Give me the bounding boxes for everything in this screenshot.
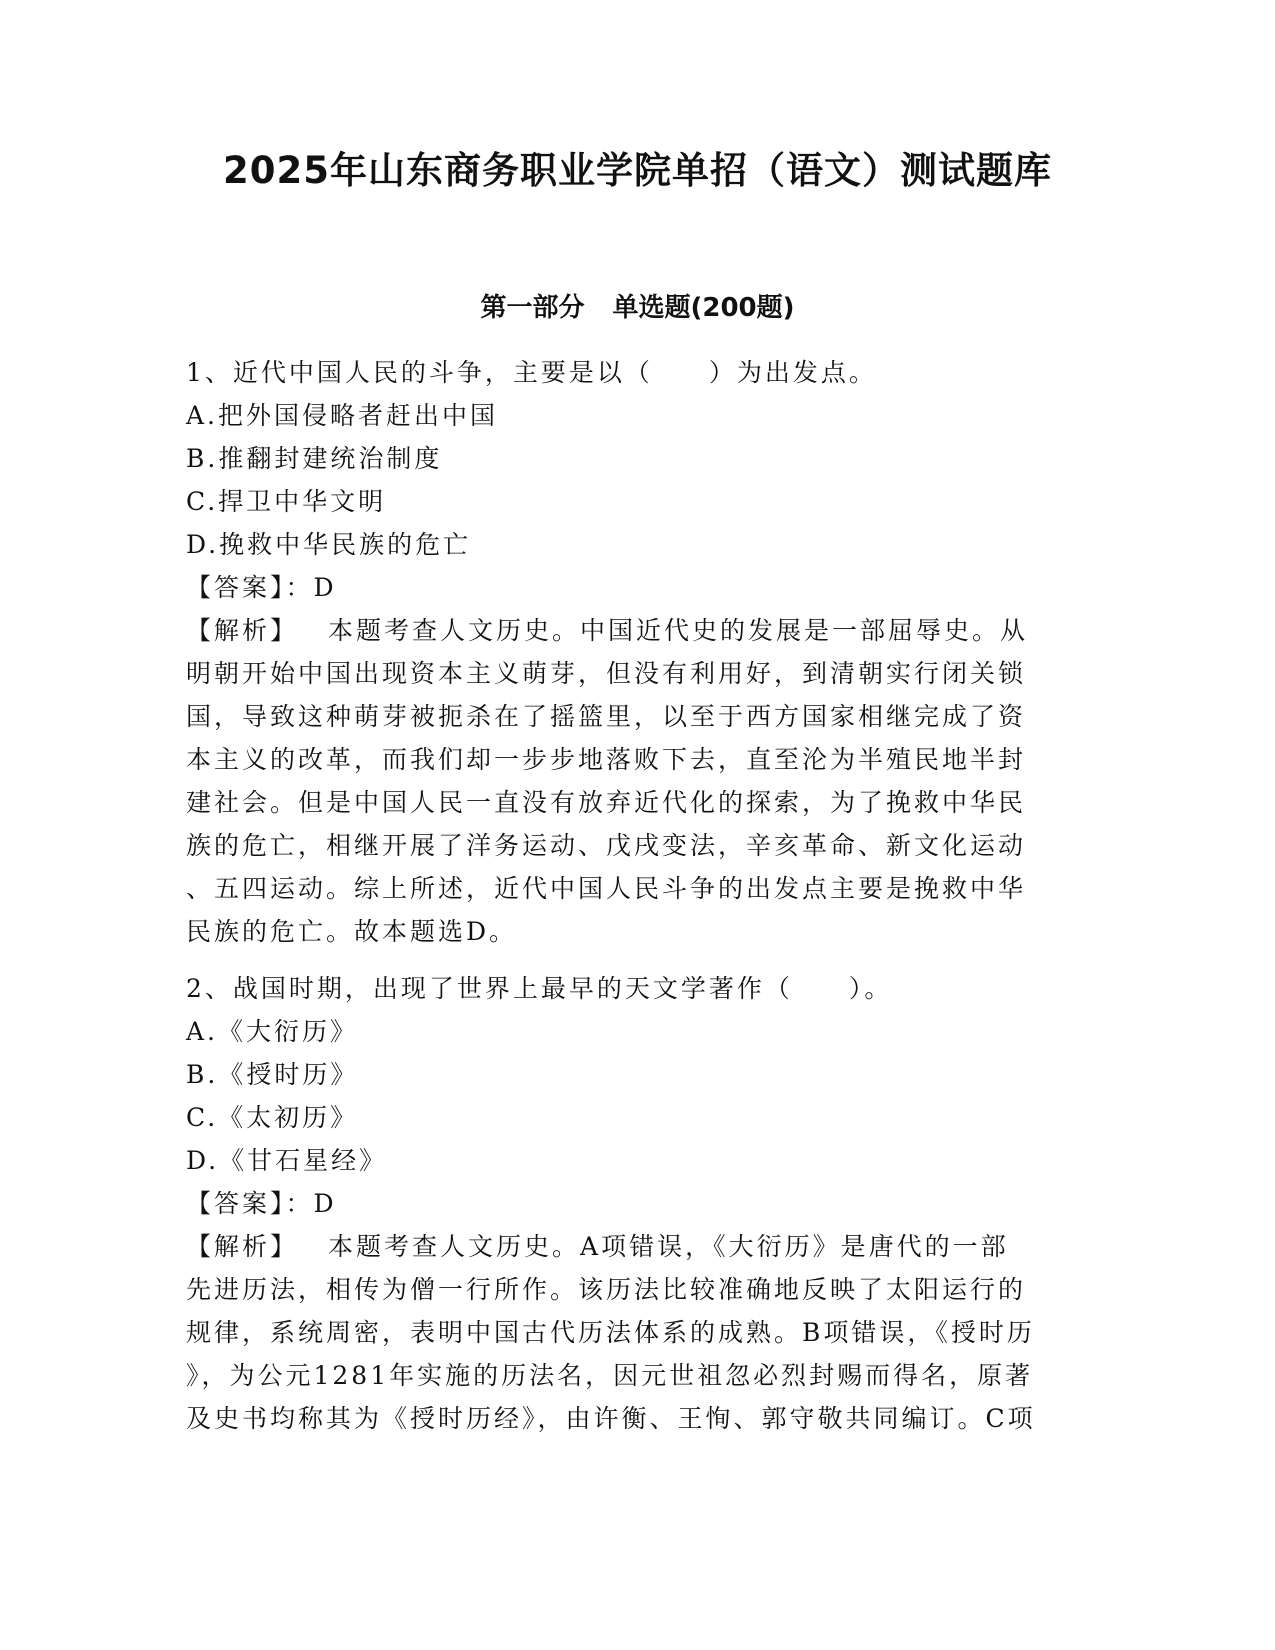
analysis-line: 本主义的改革，而我们却一步步地落败下去，直至沦为半殖民地半封 <box>186 745 1027 774</box>
analysis-line: 国，导致这种萌芽被扼杀在了摇篮里，以至于西方国家相继完成了资 <box>186 702 1027 731</box>
option-d: D.挽救中华民族的危亡 <box>186 530 472 559</box>
option-d: D.《甘石星经》 <box>186 1146 388 1175</box>
analysis-line: 建社会。但是中国人民一直没有放弃近代化的探索，为了挽救中华民 <box>186 788 1027 817</box>
analysis-line: 规律，系统周密，表明中国古代历法体系的成熟。B项错误，《授时历 <box>186 1318 1035 1347</box>
analysis-line: 族的危亡，相继开展了洋务运动、戊戌变法，辛亥革命、新文化运动 <box>186 831 1027 860</box>
analysis-text: 本题考查人文历史。A项错误，《大衍历》是唐代的一部 <box>328 1232 1009 1261</box>
section-name: 单选题(200题) <box>612 293 795 323</box>
analysis-line: 及史书均称其为《授时历经》，由许衡、王恂、郭守敬共同编订。C项 <box>186 1404 1036 1433</box>
question-stem: 2、战国时期，出现了世界上最早的天文学著作（ ）。 <box>186 974 893 1003</box>
answer-value: D <box>313 1189 337 1218</box>
analysis-line: 》，为公元1281年实施的历法名，因元世祖忽必烈封赐而得名，原著 <box>186 1361 1034 1390</box>
answer-label: 【答案】： <box>186 1189 314 1218</box>
analysis-line: 、五四运动。综上所述，近代中国人民斗争的出发点主要是挽救中华 <box>186 874 1027 903</box>
analysis-text: 本题考查人文历史。中国近代史的发展是一部屈辱史。从 <box>328 616 1029 645</box>
section-title <box>0 290 1275 326</box>
option-b: B.推翻封建统治制度 <box>186 444 443 473</box>
analysis-line <box>186 609 1066 652</box>
question-2 <box>186 967 1066 1440</box>
analysis-line: 民族的危亡。故本题选D。 <box>186 917 518 946</box>
document-title: 2025年山东商务职业学院单招（语文）测试题库 <box>223 149 1052 192</box>
question-stem: 1、近代中国人民的斗争，主要是以（ ）为出发点。 <box>186 358 877 387</box>
analysis-line: 先进历法，相传为僧一行所作。该历法比较准确地反映了太阳运行的 <box>186 1275 1027 1304</box>
option-a: A.把外国侵略者赶出中国 <box>186 401 499 430</box>
answer-line <box>186 1182 1066 1225</box>
option-a: A.《大衍历》 <box>186 1017 359 1046</box>
answer-line <box>186 566 1066 609</box>
analysis-label: 【解析】 <box>186 1232 299 1261</box>
answer-label: 【答案】： <box>186 573 314 602</box>
question-1 <box>186 351 1066 953</box>
option-c: C.《太初历》 <box>186 1103 359 1132</box>
option-b: B.《授时历》 <box>186 1060 359 1089</box>
section-part: 第一部分 <box>480 293 585 323</box>
analysis-line: 明朝开始中国出现资本主义萌芽，但没有利用好，到清朝实行闭关锁 <box>186 659 1027 688</box>
option-c: C.捍卫中华文明 <box>186 487 387 516</box>
analysis-line <box>186 1225 1066 1268</box>
question-list <box>186 351 1066 1440</box>
analysis-label: 【解析】 <box>186 616 299 645</box>
answer-value: D <box>313 573 337 602</box>
